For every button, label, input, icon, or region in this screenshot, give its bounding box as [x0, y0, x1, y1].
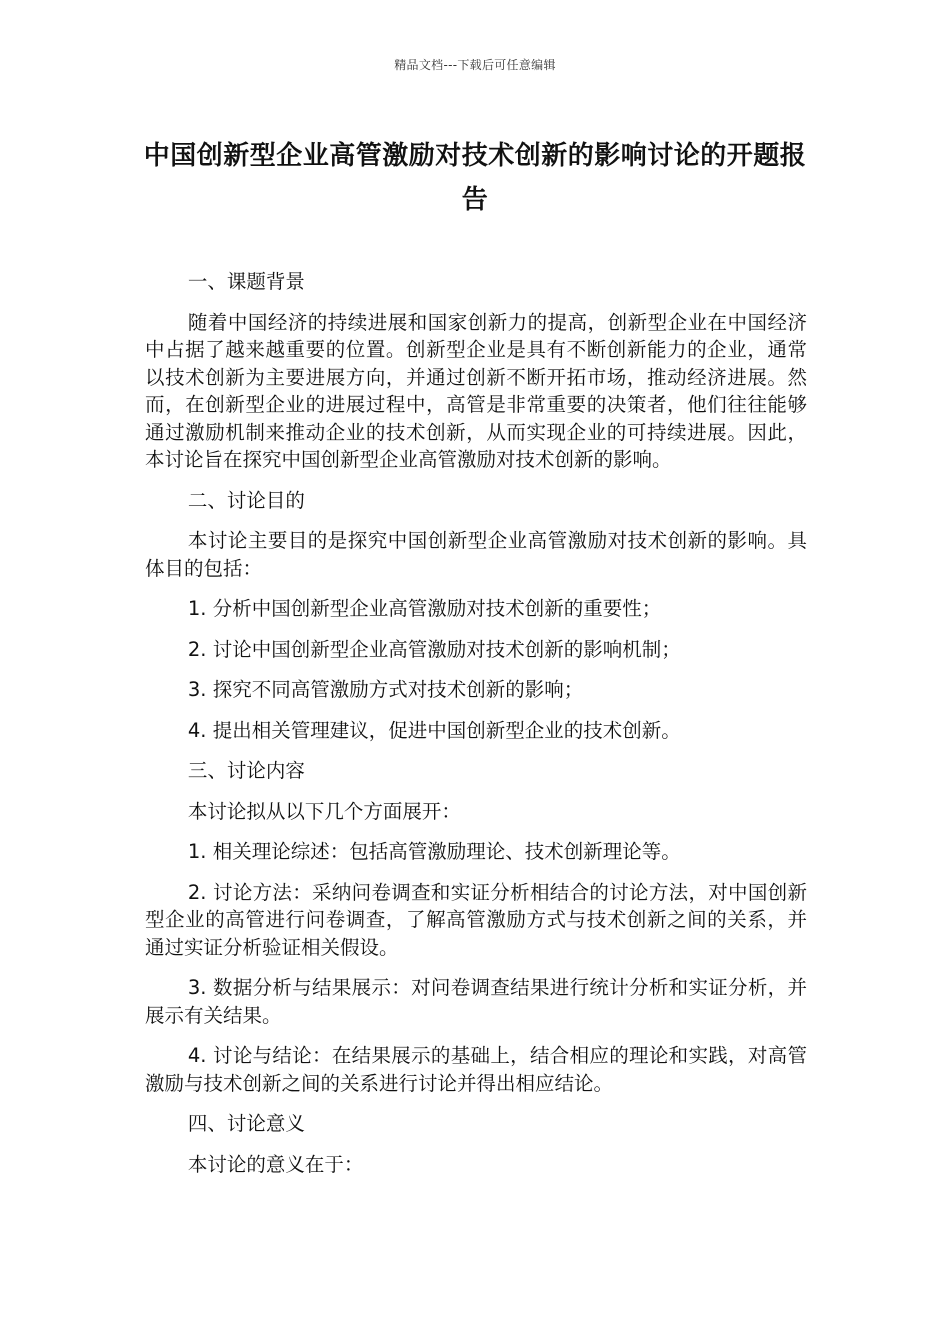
document-title: 中国创新型企业高管激励对技术创新的影响讨论的开题报告	[143, 141, 807, 215]
section-heading-background: 一、课题背景	[187, 270, 305, 293]
purpose-item-4: 4. 提出相关管理建议，促进中国创新型企业的技术创新。	[187, 718, 681, 742]
content-item-1: 1. 相关理论综述：包括高管激励理论、技术创新理论等。	[187, 840, 681, 863]
significance-intro-paragraph: 本讨论的意义在于：	[187, 1152, 364, 1176]
content-item-4: 4. 讨论与结论：在结果展示的基础上，结合相应的理论和实践，对高管激励与技术创新之间的关系进行讨论并得出相应结论。	[145, 1044, 807, 1095]
section-heading-significance: 四、讨论意义	[187, 1112, 305, 1135]
document-body	[145, 268, 807, 1191]
content-item-3: 3. 数据分析与结果展示：对问卷调查结果进行统计分析和实证分析，并展示有关结果。	[145, 976, 807, 1027]
purpose-item-1: 1. 分析中国创新型企业高管激励对技术创新的重要性；	[187, 597, 662, 620]
purpose-intro-paragraph: 本讨论主要目的是探究中国创新型企业高管激励对技术创新的影响。具体目的包括：	[145, 529, 807, 580]
header-note: 精品文档---下载后可任意编辑	[394, 58, 556, 72]
section-heading-purpose: 二、讨论目的	[187, 488, 305, 512]
section-heading-content: 三、讨论内容	[187, 759, 305, 782]
purpose-item-3: 3. 探究不同高管激励方式对技术创新的影响；	[187, 678, 584, 701]
content-item-2: 2. 讨论方法：采纳问卷调查和实证分析相结合的讨论方法，对中国创新型企业的高管进行问卷调查，了解高管激励方式与技术创新之间的关系，并通过实证分析验证相关假设。	[145, 880, 807, 959]
purpose-item-2: 2. 讨论中国创新型企业高管激励对技术创新的影响机制；	[187, 637, 681, 661]
background-paragraph: 随着中国经济的持续进展和国家创新力的提高，创新型企业在中国经济中占据了越来越重要的位置。创新型企业是具有不断创新能力的企业，通常以技术创新为主要进展方向，并通过创新不断开拓市场，推动经济进展。然而，在创新型企业的进展过程中，高管是非常重要的决策者，他们往往能够通过激励机制来推动企业的技术创新，从而实现企业的可持续进展。因此，本讨论旨在探究中国创新型企业高管激励对技术创新的影响。	[145, 310, 807, 471]
content-intro-paragraph: 本讨论拟从以下几个方面展开：	[187, 799, 461, 823]
